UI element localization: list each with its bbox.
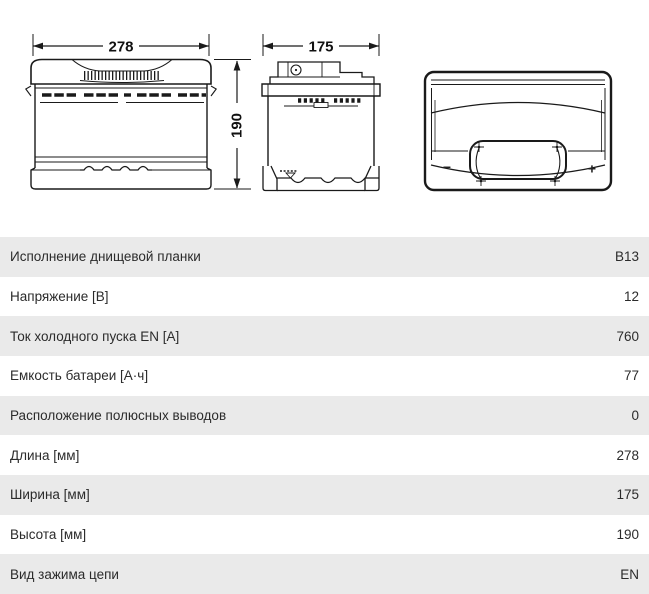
- spec-value: 278: [616, 447, 639, 463]
- front-width-label: 278: [108, 38, 134, 56]
- spec-value: 0: [631, 407, 639, 423]
- spec-row-base-strip: [0, 237, 649, 277]
- battery-technical-drawing: [0, 0, 649, 237]
- side-view: [262, 34, 380, 191]
- spec-row-length: [0, 435, 649, 475]
- front-view: [26, 34, 251, 189]
- spec-row-capacity: [0, 356, 649, 396]
- front-label-dashes: [40, 95, 206, 103]
- spec-row-height: [0, 515, 649, 555]
- spec-value: 175: [616, 487, 639, 503]
- top-view: [425, 72, 611, 190]
- spec-label: Длина [мм]: [10, 447, 80, 463]
- spec-row-voltage: [0, 277, 649, 317]
- spec-label: Напряжение [В]: [10, 288, 109, 304]
- spec-row-cold-cranking-current: [0, 316, 649, 356]
- spec-label: Ширина [мм]: [10, 487, 90, 503]
- front-height-dimension: [214, 60, 251, 190]
- spec-row-terminal-type: [0, 554, 649, 594]
- technical-drawing-svg: [0, 0, 649, 237]
- spec-row-width: [0, 475, 649, 515]
- spec-table: [0, 237, 649, 594]
- plus-terminal-icon: +: [587, 160, 597, 177]
- minus-terminal-icon: −: [442, 159, 452, 175]
- spec-value: 760: [616, 328, 639, 344]
- front-width-dimension: [33, 34, 209, 56]
- spec-label: Вид зажима цепи: [10, 566, 119, 582]
- spec-value: B13: [614, 249, 639, 265]
- spec-value: 12: [623, 288, 639, 304]
- front-height-label: 190: [228, 112, 246, 139]
- spec-label: Исполнение днищевой планки: [10, 249, 201, 265]
- spec-label: Емкость батареи [А·ч]: [10, 368, 149, 384]
- side-width-label: 175: [308, 38, 334, 56]
- spec-label: Расположение полюсных выводов: [10, 407, 227, 423]
- spec-value: 77: [623, 368, 639, 384]
- spec-row-terminal-layout: [0, 396, 649, 436]
- side-width-dimension: [263, 34, 379, 56]
- spec-label: Высота [мм]: [10, 526, 87, 542]
- spec-value: EN: [620, 566, 639, 582]
- spec-value: 190: [616, 526, 639, 542]
- molded-logo-mark: [280, 171, 298, 178]
- spec-label: Ток холодного пуска EN [A]: [10, 328, 180, 344]
